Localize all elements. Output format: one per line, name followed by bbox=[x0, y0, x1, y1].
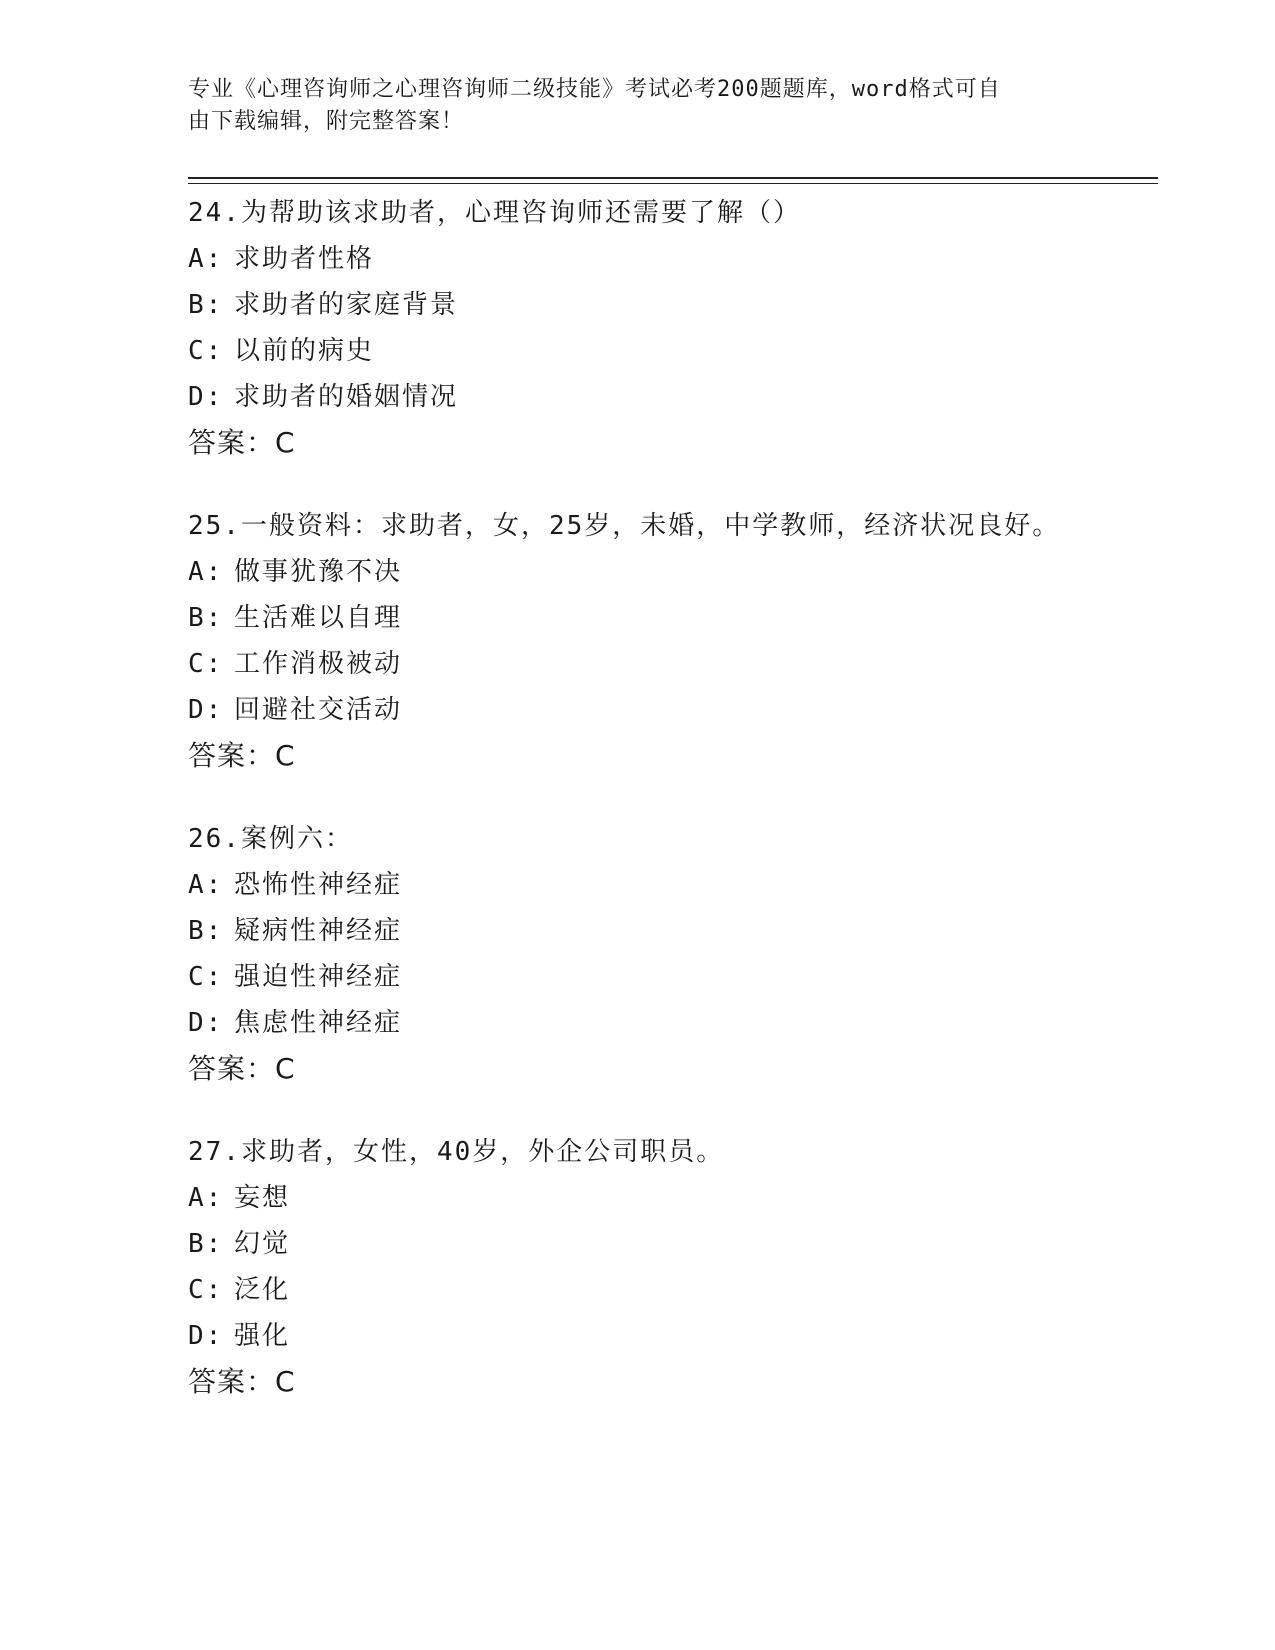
option-key: B: bbox=[188, 916, 224, 946]
option-d bbox=[188, 687, 1148, 733]
option-key: B: bbox=[188, 1229, 224, 1259]
option-text: 求助者的家庭背景 bbox=[234, 290, 459, 320]
option-c bbox=[188, 954, 1148, 1000]
option-b bbox=[188, 1221, 1148, 1267]
header-divider-thin bbox=[188, 183, 1158, 184]
option-c bbox=[188, 1267, 1148, 1313]
header-divider-thick bbox=[188, 177, 1158, 179]
answer-line: 答案：C bbox=[188, 1365, 296, 1398]
answer-line: 答案：C bbox=[188, 739, 296, 772]
option-text: 回避社交活动 bbox=[234, 695, 403, 725]
option-a bbox=[188, 862, 1148, 908]
answer-line: 答案：C bbox=[188, 1052, 296, 1085]
option-b bbox=[188, 282, 1148, 328]
option-text: 工作消极被动 bbox=[234, 649, 403, 679]
option-text: 求助者的婚姻情况 bbox=[234, 382, 459, 412]
option-a bbox=[188, 1175, 1148, 1221]
intro-line-1: 专业《心理咨询师之心理咨询师二级技能》考试必考200题题库，word格式可自 bbox=[188, 77, 1001, 102]
option-a bbox=[188, 549, 1148, 595]
option-d bbox=[188, 1000, 1148, 1046]
option-d bbox=[188, 1313, 1148, 1359]
option-key: D: bbox=[188, 1008, 224, 1038]
option-key: B: bbox=[188, 290, 224, 320]
option-text: 恐怖性神经症 bbox=[234, 870, 403, 900]
question-item bbox=[188, 1129, 1148, 1405]
option-key: A: bbox=[188, 244, 224, 274]
document-intro bbox=[188, 74, 1068, 138]
option-text: 做事犹豫不决 bbox=[234, 557, 403, 587]
question-stem: 27.求助者，女性，40岁，外企公司职员。 bbox=[188, 1137, 725, 1167]
option-key: A: bbox=[188, 557, 224, 587]
option-key: C: bbox=[188, 336, 224, 366]
option-text: 幻觉 bbox=[234, 1229, 291, 1259]
option-key: A: bbox=[188, 1183, 224, 1213]
question-list bbox=[188, 190, 1148, 1442]
intro-line-2: 由下载编辑，附完整答案！ bbox=[188, 109, 465, 134]
option-text: 妄想 bbox=[234, 1183, 291, 1213]
question-stem: 24.为帮助该求助者，心理咨询师还需要了解（） bbox=[188, 198, 801, 228]
option-c bbox=[188, 641, 1148, 687]
option-key: C: bbox=[188, 1275, 224, 1305]
option-text: 焦虑性神经症 bbox=[234, 1008, 403, 1038]
option-text: 疑病性神经症 bbox=[234, 916, 403, 946]
question-stem: 25.一般资料：求助者，女，25岁，未婚，中学教师，经济状况良好。 bbox=[188, 511, 1061, 541]
option-key: B: bbox=[188, 603, 224, 633]
answer-line: 答案：C bbox=[188, 426, 296, 459]
option-key: A: bbox=[188, 870, 224, 900]
option-d bbox=[188, 374, 1148, 420]
option-b bbox=[188, 595, 1148, 641]
question-item bbox=[188, 190, 1148, 466]
option-text: 强化 bbox=[234, 1321, 291, 1351]
option-key: C: bbox=[188, 962, 224, 992]
option-text: 生活难以自理 bbox=[234, 603, 403, 633]
option-key: D: bbox=[188, 382, 224, 412]
option-text: 求助者性格 bbox=[234, 244, 375, 274]
option-a bbox=[188, 236, 1148, 282]
option-key: C: bbox=[188, 649, 224, 679]
option-key: D: bbox=[188, 1321, 224, 1351]
option-text: 强迫性神经症 bbox=[234, 962, 403, 992]
option-text: 泛化 bbox=[234, 1275, 291, 1305]
option-c bbox=[188, 328, 1148, 374]
option-key: D: bbox=[188, 695, 224, 725]
question-item bbox=[188, 816, 1148, 1092]
question-stem: 26.案例六： bbox=[188, 824, 353, 854]
option-text: 以前的病史 bbox=[234, 336, 375, 366]
question-item bbox=[188, 503, 1148, 779]
option-b bbox=[188, 908, 1148, 954]
